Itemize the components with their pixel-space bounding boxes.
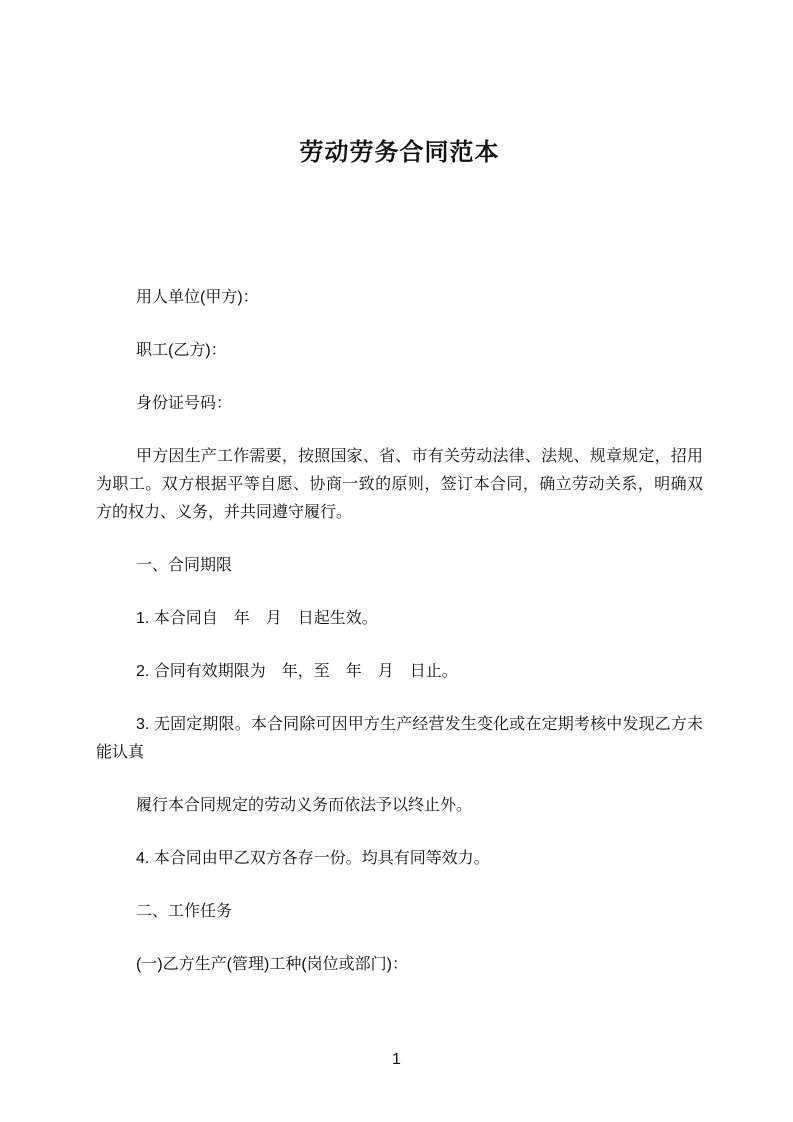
section-1-clause-3: 3. 无固定期限。本合同除可因甲方生产经营发生变化或在定期考核中发现乙方未能认真 <box>96 716 703 761</box>
section-1-heading: 一、合同期限 <box>136 557 233 574</box>
document-title: 劳动劳务合同范本 <box>299 139 500 166</box>
id-number-line: 身份证号码： <box>136 395 233 412</box>
section-1-clause-3-continuation: 履行本合同规定的劳动义务而依法予以终止外。 <box>136 797 473 814</box>
section-2-clause-1: (一)乙方生产(管理)工种(岗位或部门)： <box>136 956 408 973</box>
page-number: 1 <box>392 1051 401 1068</box>
party-employee-line: 职工(乙方)： <box>136 342 227 359</box>
section-1-clause-2: 2. 合同有效期限为 年，至 年 月 日止。 <box>136 663 458 680</box>
section-1-clause-1: 1. 本合同自 年 月 日起生效。 <box>136 610 378 627</box>
section-2-heading: 二、工作任务 <box>136 903 233 920</box>
party-employer-line: 用人单位(甲方)： <box>136 289 259 306</box>
preamble-paragraph: 甲方因生产工作需要，按照国家、省、市有关劳动法律、法规、规章规定，招用为职工。双方根据平等自愿、协商一致的原则，签订本合同，确立劳动关系，明确双方的权力、义务，并共同遵守履行。 <box>96 448 703 521</box>
section-1-clause-4: 4. 本合同由甲乙双方各存一份。均具有同等效力。 <box>136 850 490 867</box>
